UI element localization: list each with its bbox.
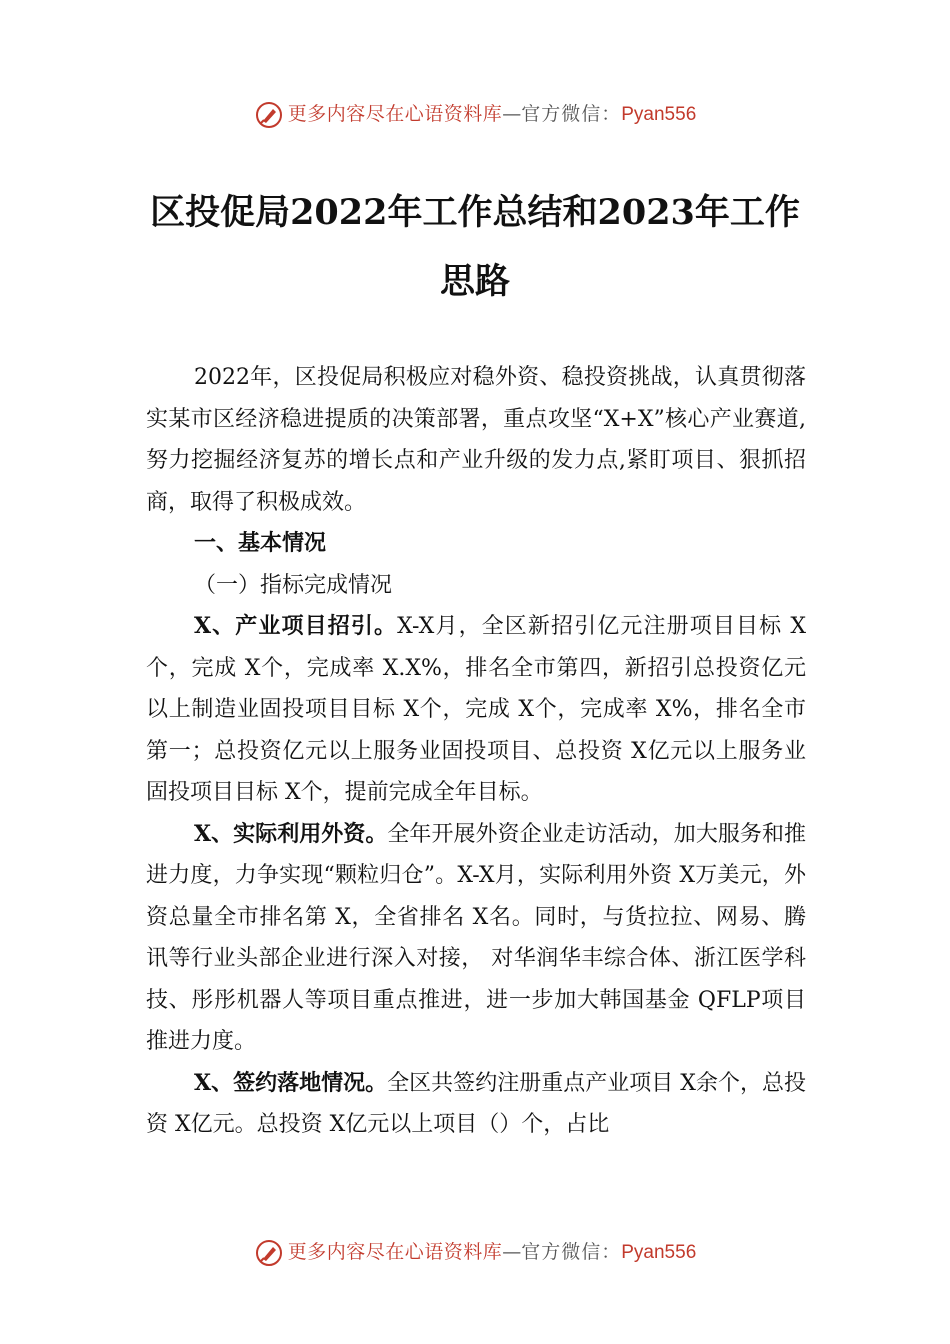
brand-logo-icon [254,100,284,130]
brand-logo-icon [254,1238,284,1268]
item-paragraph [146,606,806,814]
watermark-footer [0,1238,950,1268]
wechat-id: Pyan556 [621,104,697,125]
document-title: 区投促局2022年工作总结和2023年工作思路 [150,192,800,302]
brand-dash: — [502,103,522,125]
brand-text: 更多内容尽在心语资料库 [287,103,503,125]
wechat-id: Pyan556 [621,1242,697,1263]
document-body [146,357,806,1146]
section-heading: 一、基本情况 [194,530,327,556]
brand-dash: — [502,1241,522,1263]
item-paragraph [146,814,806,1063]
intro-paragraph: 2022年，区投促局积极应对稳外资、稳投资挑战，认真贯彻落实某市区经济稳进提质的决策部署，重点攻坚“X+X”核心产业赛道,努力挖掘经济复苏的增长点和产业升级的发力点,紧盯项目、狠抓招商，取得了积极成效。 [146,365,806,515]
item-body: 全年开展外资企业走访活动，加大服务和推进力度，力争实现“颗粒归仓”。X-X月，实际利用外资 X万美元，外资总量全市排名第 X，全省排名 X名。同时，与货拉拉、网易、腾讯等行业头部企业进行深入对接， 对华润华丰综合体、浙江医学科技、彤彤机器人等项目重点推进，进一步加大韩国基金 QFLP项目推进力度。 [146,821,806,1054]
item-lead: X、签约落地情况。 [194,1069,388,1096]
brand-text: 更多内容尽在心语资料库 [287,1241,503,1263]
item-lead: X、产业项目招引。 [194,613,398,639]
official-label: 官方微信： [521,103,622,125]
subsection-heading: （一）指标完成情况 [194,572,393,598]
official-label: 官方微信： [521,1241,622,1263]
watermark-header [0,100,950,130]
item-paragraph [146,1063,806,1146]
item-lead: X、实际利用外资。 [194,820,388,847]
item-body: 全区共签约注册重点产业项目 X余个，总投资 X亿元。总投资 X亿元以上项目（）个，占比 [146,1070,806,1137]
item-body: X-X月，全区新招引亿元注册项目目标 X个，完成 X个，完成率 X.X%，排名全市第四，新招引总投资亿元以上制造业固投项目目标 X个，完成 X个，完成率 X%，排名全市第一；总投资亿元以上服务业固投项目、总投资 X亿元以上服务业固投项目目标 X个，提前完成全年目标。 [146,614,806,805]
